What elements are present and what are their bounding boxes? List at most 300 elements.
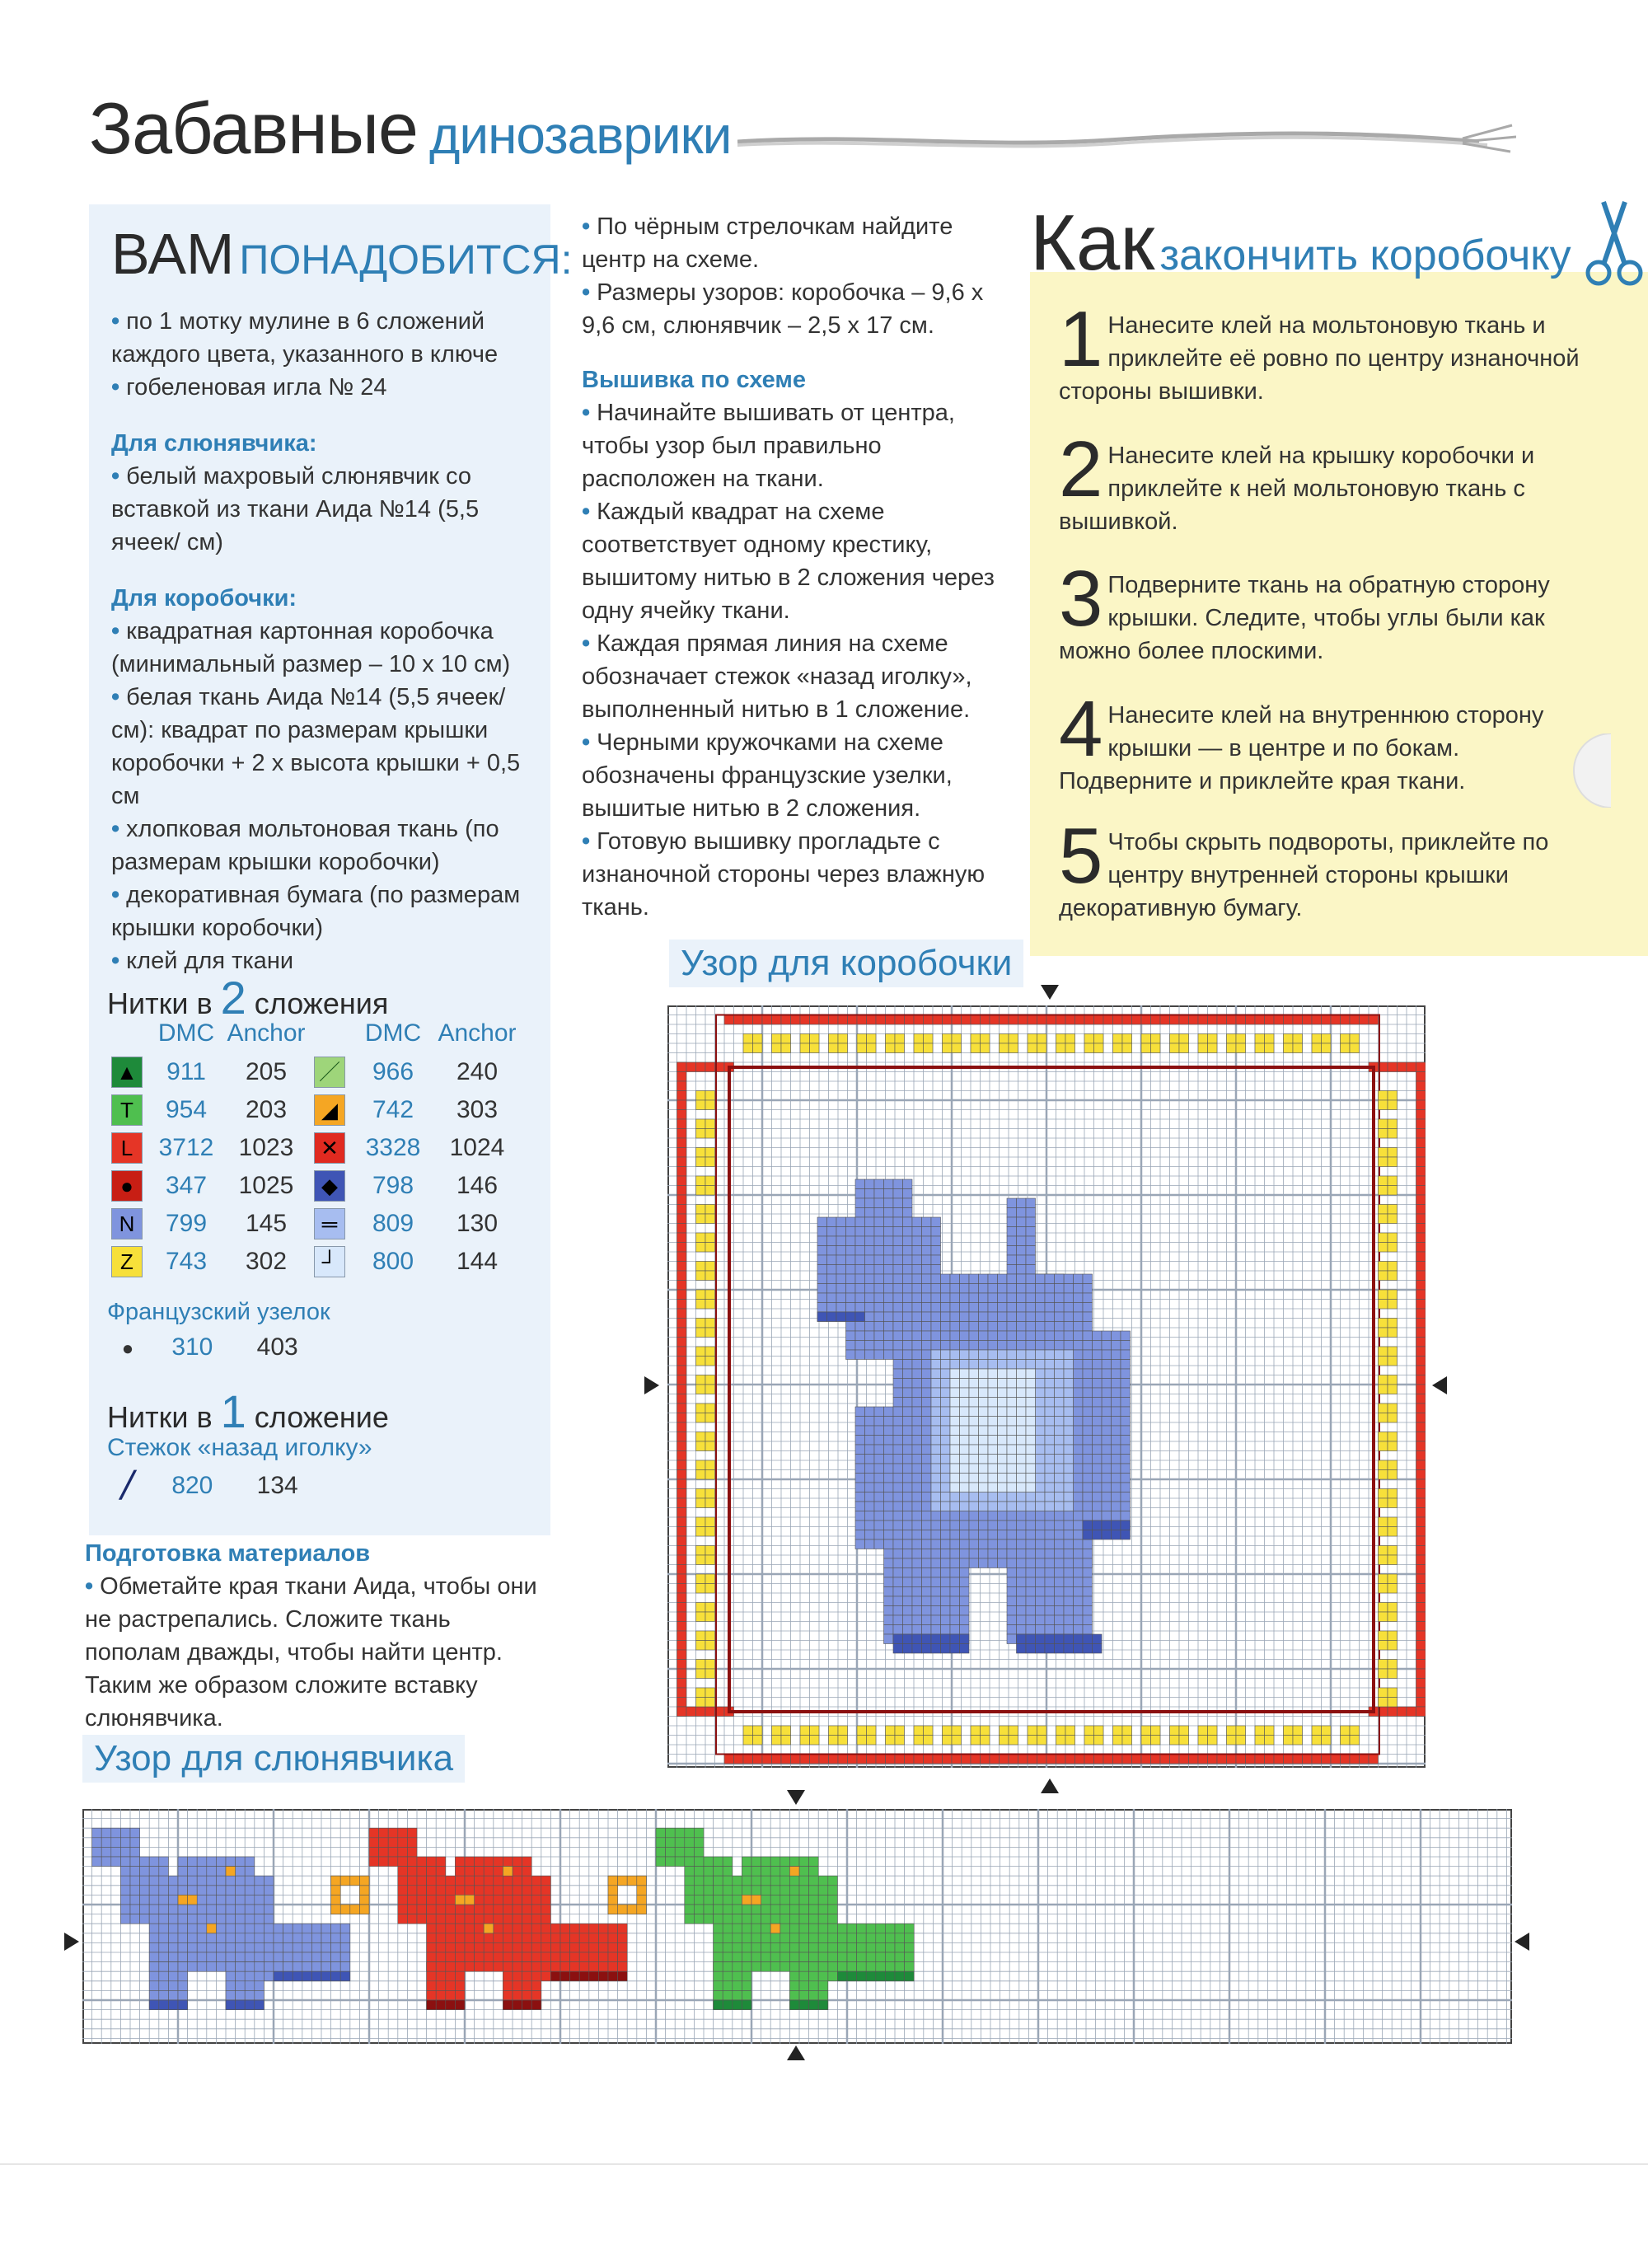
stitch: [979, 1492, 989, 1502]
stitch: [149, 1895, 159, 1905]
stitch: [884, 1198, 894, 1208]
stitch: [770, 1876, 780, 1886]
stitch: [1083, 1341, 1093, 1351]
stitch: [589, 1924, 599, 1933]
stitch: [1017, 1293, 1027, 1303]
stitch: [666, 1857, 676, 1867]
stitch: [1379, 1290, 1388, 1300]
stitch: [969, 1350, 979, 1360]
stitch: [1093, 1331, 1103, 1341]
stitch: [714, 1857, 723, 1867]
middle-item: • Каждый квадрат на схеме соответствует одному крестику, вышитому нитью в 2 сложения через одну ячейку ткани.: [582, 499, 995, 624]
stitch: [1056, 1015, 1066, 1025]
stitch: [369, 1847, 379, 1857]
stitch: [733, 1981, 742, 1991]
stitch: [513, 1952, 522, 1962]
stitch: [207, 1962, 217, 1972]
stitch: [677, 1603, 687, 1613]
stitch: [922, 1558, 932, 1568]
stitch: [1036, 1455, 1046, 1464]
stitch: [1045, 1293, 1055, 1303]
stitch: [753, 1034, 763, 1044]
stitch: [1007, 1322, 1017, 1332]
stitch: [245, 1914, 255, 1924]
stitch: [1074, 1521, 1084, 1530]
stitch: [895, 1015, 905, 1025]
stitch: [809, 1933, 819, 1943]
stitch: [1388, 1091, 1398, 1101]
stitch: [1026, 1417, 1036, 1427]
stitch: [1379, 1527, 1388, 1537]
page-title-main: Забавные: [89, 87, 418, 169]
stitch: [1064, 1596, 1074, 1606]
stitch: [455, 1971, 465, 1981]
stitch: [1303, 1755, 1313, 1764]
stitch: [723, 1962, 733, 1972]
stitch: [696, 1641, 706, 1651]
stitch: [637, 1895, 647, 1905]
stitch: [1121, 1445, 1131, 1455]
stitch: [407, 1876, 417, 1886]
stitch: [1017, 1360, 1027, 1370]
stitch: [874, 1426, 884, 1436]
stitch: [886, 1015, 896, 1025]
stitch: [1055, 1436, 1065, 1446]
stitch: [1227, 1755, 1237, 1764]
stitch: [1084, 1015, 1094, 1025]
stitch: [903, 1596, 913, 1606]
stitch: [941, 1464, 951, 1474]
stitch: [781, 1015, 791, 1025]
stitch: [677, 1157, 687, 1167]
stitch: [1379, 1584, 1388, 1594]
stitch: [1416, 1385, 1426, 1394]
stitch: [1064, 1388, 1074, 1398]
stitch: [922, 1539, 932, 1549]
stitch: [1017, 1549, 1027, 1559]
stitch: [1102, 1502, 1112, 1511]
stitch: [188, 1895, 198, 1905]
stitch: [903, 1341, 913, 1351]
stitch: [903, 1388, 913, 1398]
stitch: [696, 1062, 706, 1072]
stitch: [903, 1615, 913, 1625]
stitch: [1094, 1015, 1104, 1025]
stitch: [1045, 1606, 1055, 1616]
stitch: [1064, 1379, 1074, 1389]
stitch: [1303, 1015, 1313, 1025]
stitch: [874, 1322, 884, 1332]
stitch: [855, 1303, 865, 1313]
stitch: [969, 1407, 979, 1417]
stitch: [359, 1876, 369, 1886]
stitch: [960, 1577, 970, 1587]
stitch: [857, 1015, 867, 1025]
stitch: [780, 1942, 790, 1952]
stitch: [236, 1981, 246, 1991]
stitch: [1083, 1530, 1093, 1540]
stitch: [465, 1952, 475, 1962]
stitch: [359, 1886, 369, 1895]
stitch: [1312, 1755, 1322, 1764]
stitch: [1074, 1625, 1084, 1635]
stitch: [789, 1924, 799, 1933]
stitch: [742, 1962, 751, 1972]
stitch: [1064, 1350, 1074, 1360]
stitch: [656, 1838, 666, 1848]
stitch: [893, 1322, 903, 1332]
stitch: [1416, 1593, 1426, 1603]
stitch: [818, 1905, 828, 1914]
stitch: [836, 1312, 846, 1322]
stitch: [705, 1698, 715, 1708]
stitch: [950, 1369, 960, 1379]
stitch: [696, 1290, 706, 1300]
stitch: [1236, 1726, 1246, 1736]
stitch: [988, 1312, 998, 1322]
stitch: [560, 1942, 570, 1952]
stitch: [988, 1284, 998, 1294]
stitch: [570, 1933, 580, 1943]
stitch: [1093, 1483, 1103, 1492]
stitch: [1208, 1034, 1218, 1044]
stitch: [1388, 1186, 1398, 1196]
stitch: [302, 1942, 312, 1952]
stitch: [1084, 1043, 1094, 1053]
stitch: [931, 1417, 941, 1427]
stitch: [1112, 1455, 1121, 1464]
stitch: [1416, 1176, 1426, 1186]
stitch: [1055, 1350, 1065, 1360]
stitch: [168, 1924, 178, 1933]
stitch: [895, 1942, 905, 1952]
stitch: [1007, 1198, 1017, 1208]
stitch: [1388, 1347, 1398, 1357]
stitch: [1056, 1043, 1066, 1053]
stitch: [874, 1530, 884, 1540]
stitch: [941, 1312, 951, 1322]
stitch: [1056, 1736, 1066, 1746]
stitch: [714, 1942, 723, 1952]
stitch: [1036, 1341, 1046, 1351]
stitch: [838, 1726, 848, 1736]
stitch: [321, 1924, 331, 1933]
stitch: [677, 1281, 687, 1291]
stitch: [503, 1886, 513, 1895]
stitch: [884, 1246, 894, 1256]
stitch: [531, 1981, 541, 1991]
stitch: [969, 1474, 979, 1483]
stitch: [865, 1474, 875, 1483]
stitch: [321, 1952, 331, 1962]
stitch: [283, 1933, 293, 1943]
stitch: [988, 1303, 998, 1313]
stitch: [1000, 1043, 1009, 1053]
stitch: [979, 1426, 989, 1436]
stitch: [1074, 1274, 1084, 1284]
stitch: [1064, 1587, 1074, 1597]
stitch: [598, 1942, 608, 1952]
stitch: [828, 1914, 838, 1924]
stitch: [1036, 1539, 1046, 1549]
stitch: [140, 1905, 150, 1914]
stitch: [1074, 1539, 1084, 1549]
stitch: [789, 1905, 799, 1914]
stitch: [893, 1568, 903, 1578]
stitch: [1036, 1388, 1046, 1398]
stitch: [264, 1942, 274, 1952]
stitch: [751, 1867, 761, 1877]
stitch: [903, 1464, 913, 1474]
stitch: [969, 1312, 979, 1322]
stitch: [503, 1933, 513, 1943]
stitch: [1055, 1596, 1065, 1606]
stitch: [1379, 1205, 1388, 1215]
stitch: [819, 1755, 829, 1764]
stitch: [1064, 1530, 1074, 1540]
dmc-code: 347: [165, 1172, 208, 1199]
stitch: [579, 1924, 589, 1933]
stitch: [178, 1895, 188, 1905]
stitch: [531, 1914, 541, 1924]
stitch: [207, 1942, 217, 1952]
stitch: [941, 1303, 951, 1313]
stitch: [1341, 1043, 1351, 1053]
stitch: [941, 1360, 951, 1370]
stitch: [696, 1262, 706, 1272]
stitch: [436, 1942, 446, 1952]
stitch: [1009, 1043, 1018, 1053]
stitch: [1151, 1755, 1161, 1764]
stitch: [714, 1933, 723, 1943]
stitch: [969, 1322, 979, 1332]
stitch: [589, 1942, 599, 1952]
stitch: [1055, 1492, 1065, 1502]
stitch: [1388, 1546, 1398, 1556]
stitch: [893, 1596, 903, 1606]
knot-heading: Французский узелок: [107, 1299, 330, 1325]
stitch: [1026, 1227, 1036, 1237]
stitch: [922, 1625, 932, 1635]
stitch: [753, 1726, 763, 1736]
stitch: [772, 1015, 782, 1025]
key-heading-1: Нитки в 1 сложение: [107, 1385, 389, 1437]
stitch: [705, 1186, 715, 1196]
stitch: [714, 1876, 723, 1886]
stitch: [705, 1062, 715, 1072]
stitch: [1151, 1034, 1161, 1044]
stitch: [1198, 1015, 1208, 1025]
stitch: [810, 1736, 820, 1746]
stitch: [979, 1445, 989, 1455]
stitch: [912, 1483, 922, 1492]
stitch: [1416, 1650, 1426, 1660]
stitch: [531, 1905, 541, 1914]
stitch: [950, 1350, 960, 1360]
stitch: [998, 1530, 1008, 1540]
stitch: [197, 1952, 207, 1962]
stitch: [188, 1933, 198, 1943]
stitch: [950, 1568, 960, 1578]
stitch: [130, 1895, 140, 1905]
stitch: [1045, 1360, 1055, 1370]
stitch: [696, 1119, 706, 1129]
stitch: [950, 1388, 960, 1398]
stitch: [1026, 1492, 1036, 1502]
stitch: [705, 1489, 715, 1499]
stitch: [1026, 1625, 1036, 1635]
stitch: [197, 1876, 207, 1886]
stitch: [809, 1981, 819, 1991]
stitch: [694, 1838, 704, 1848]
stitch: [998, 1521, 1008, 1530]
stitch: [867, 1736, 877, 1746]
stitch: [998, 1350, 1008, 1360]
stitch: [1350, 1015, 1360, 1025]
stitch: [1036, 1312, 1046, 1322]
stitch: [903, 1293, 913, 1303]
stitch: [1017, 1521, 1027, 1530]
stitch: [1322, 1015, 1332, 1025]
stitch: [1208, 1736, 1218, 1746]
stitch: [1160, 1015, 1170, 1025]
stitch: [893, 1341, 903, 1351]
stitch: [379, 1838, 389, 1848]
stitch: [513, 1933, 522, 1943]
stitch: [733, 1895, 742, 1905]
stitch: [1189, 1015, 1199, 1025]
stitch: [1026, 1615, 1036, 1625]
stitch: [1350, 1034, 1360, 1044]
stitch: [1112, 1331, 1121, 1341]
stitch: [618, 1905, 628, 1914]
stitch: [1379, 1319, 1388, 1328]
stitch: [979, 1312, 989, 1322]
stitch: [1093, 1530, 1103, 1540]
stitch: [1083, 1417, 1093, 1427]
stitch: [340, 1952, 350, 1962]
stitch: [302, 1971, 312, 1981]
stitch: [1045, 1483, 1055, 1492]
stitch: [874, 1208, 884, 1218]
stitch: [827, 1265, 837, 1275]
col-anchor: Anchor: [438, 1019, 517, 1047]
stitch: [885, 1924, 895, 1933]
stitch: [120, 1838, 130, 1848]
stitch: [705, 1688, 715, 1698]
stitch: [1018, 1755, 1028, 1764]
stitch: [1113, 1015, 1123, 1025]
stitch: [197, 1942, 207, 1952]
stitch: [818, 2000, 828, 2010]
stitch: [1416, 1536, 1426, 1546]
stitch: [1093, 1492, 1103, 1502]
stitch: [494, 1924, 503, 1933]
stitch: [446, 2000, 456, 2010]
stitch: [1416, 1214, 1426, 1224]
stitch: [531, 1952, 541, 1962]
stitch: [1017, 1474, 1027, 1483]
stitch: [1009, 1755, 1018, 1764]
stitch: [893, 1549, 903, 1559]
stitch: [1083, 1360, 1093, 1370]
anchor-code: 145: [245, 1210, 288, 1237]
stitch: [1026, 1312, 1036, 1322]
stitch: [531, 1962, 541, 1972]
stitch: [1026, 1246, 1036, 1256]
stitch: [1112, 1398, 1121, 1408]
stitch: [1369, 1015, 1379, 1025]
stitch: [1000, 1755, 1009, 1764]
stitch: [455, 2000, 465, 2010]
stitch: [855, 1492, 865, 1502]
stitch: [836, 1293, 846, 1303]
stitch: [1055, 1625, 1065, 1635]
stitch: [903, 1284, 913, 1294]
stitch: [398, 1847, 408, 1857]
stitch: [998, 1284, 1008, 1294]
stitch: [1121, 1530, 1131, 1540]
stitch: [960, 1539, 970, 1549]
stitch: [998, 1483, 1008, 1492]
stitch: [608, 1933, 618, 1943]
stitch: [857, 1971, 867, 1981]
stitch: [1017, 1596, 1027, 1606]
stitch: [924, 1726, 934, 1736]
stitch: [541, 1942, 551, 1952]
stitch: [714, 1895, 723, 1905]
stitch: [522, 1886, 532, 1895]
stitch: [1026, 1217, 1036, 1227]
stitch: [751, 1857, 761, 1867]
stitch: [931, 1634, 941, 1644]
stitch: [884, 1474, 894, 1483]
stitch: [331, 1876, 341, 1886]
stitch: [427, 2000, 437, 2010]
stitch: [1312, 1034, 1322, 1044]
stitch: [998, 1341, 1008, 1351]
stitch: [941, 1284, 951, 1294]
stitch: [1151, 1043, 1161, 1053]
stitch: [503, 1952, 513, 1962]
stitch: [1055, 1615, 1065, 1625]
stitch: [1036, 1596, 1046, 1606]
stitch: [922, 1549, 932, 1559]
stitch: [1026, 1549, 1036, 1559]
stitch: [1045, 1379, 1055, 1389]
stitch: [874, 1303, 884, 1313]
stitch: [340, 1962, 350, 1972]
stitch: [560, 1962, 570, 1972]
stitch: [503, 1905, 513, 1914]
stitch: [1416, 1252, 1426, 1262]
stitch: [1007, 1341, 1017, 1351]
stitch: [1017, 1322, 1027, 1332]
stitch: [1045, 1274, 1055, 1284]
stitch: [1036, 1379, 1046, 1389]
stitch: [960, 1274, 970, 1284]
stitch: [1064, 1436, 1074, 1446]
stitch: [931, 1303, 941, 1313]
stitch: [884, 1426, 894, 1436]
stitch: [969, 1331, 979, 1341]
stitch: [494, 1895, 503, 1905]
stitch: [1416, 1460, 1426, 1470]
stitch: [1293, 1736, 1303, 1746]
stitch: [931, 1331, 941, 1341]
stitch: [903, 1577, 913, 1587]
stitch: [1388, 1584, 1398, 1594]
